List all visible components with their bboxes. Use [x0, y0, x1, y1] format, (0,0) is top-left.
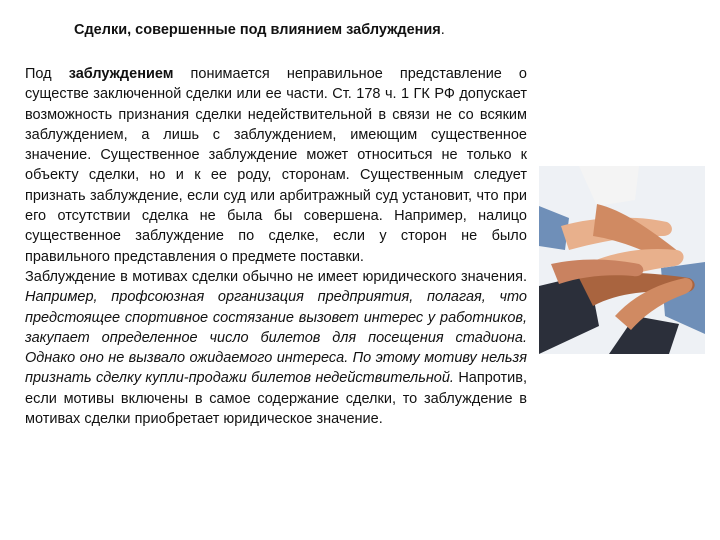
- body-text: [25, 64, 527, 429]
- paragraph-definition-rest: понимается неправильное представление о существе заключенной сделки или ее части. Ст. 178 ч. 1 ГК РФ допускает возможность признания сделки недействительной в связи не со всяким заблуждением, а лишь с заблуждением, имеющим существенное значение. Существенное заблуждение может относиться не только к объекту сделки, но и к ее роду, сторонам. Существенным следует признать заблуждение, если суд или арбитражный суд установит, что при его отсутствии сделка не была бы совершена. Например, налицо существенное заблуждение по сделке, если у сторон не было правильного представления о предмете поставки.: [25, 66, 527, 265]
- paragraph-motives: [25, 267, 527, 429]
- paragraph-motives-lead: Заблуждение в мотивах сделки обычно не имеет юридического значения.: [25, 268, 527, 285]
- slide-title: [74, 20, 445, 40]
- paragraph-motives-example: Например, профсоюзная организация предприятия, полагая, что предстоящее спортивное состязание вызовет интерес у работников, закупает определенное число билетов для посещения стадиона. Однако оно не вызвало ожидаемого интереса. По этому мотиву нельзя признать сделку купли-продажи билетов недействительной.: [25, 289, 527, 387]
- slide-title-text: Сделки, совершенные под влиянием заблуждения: [74, 22, 441, 38]
- paragraph-motives-rest: Напротив, если мотивы включены в самое содержание сделки, то заблуждение в мотивах сделки приобретает юридическое значение.: [25, 370, 527, 428]
- slide-title-dot: .: [440, 22, 445, 38]
- stacked-hands-icon: [539, 166, 705, 354]
- paragraph-definition-lead: Под: [25, 66, 69, 82]
- stacked-hands-photo: [539, 166, 705, 354]
- paragraph-definition-term: заблуждением: [68, 66, 174, 82]
- paragraph-definition: [25, 64, 527, 267]
